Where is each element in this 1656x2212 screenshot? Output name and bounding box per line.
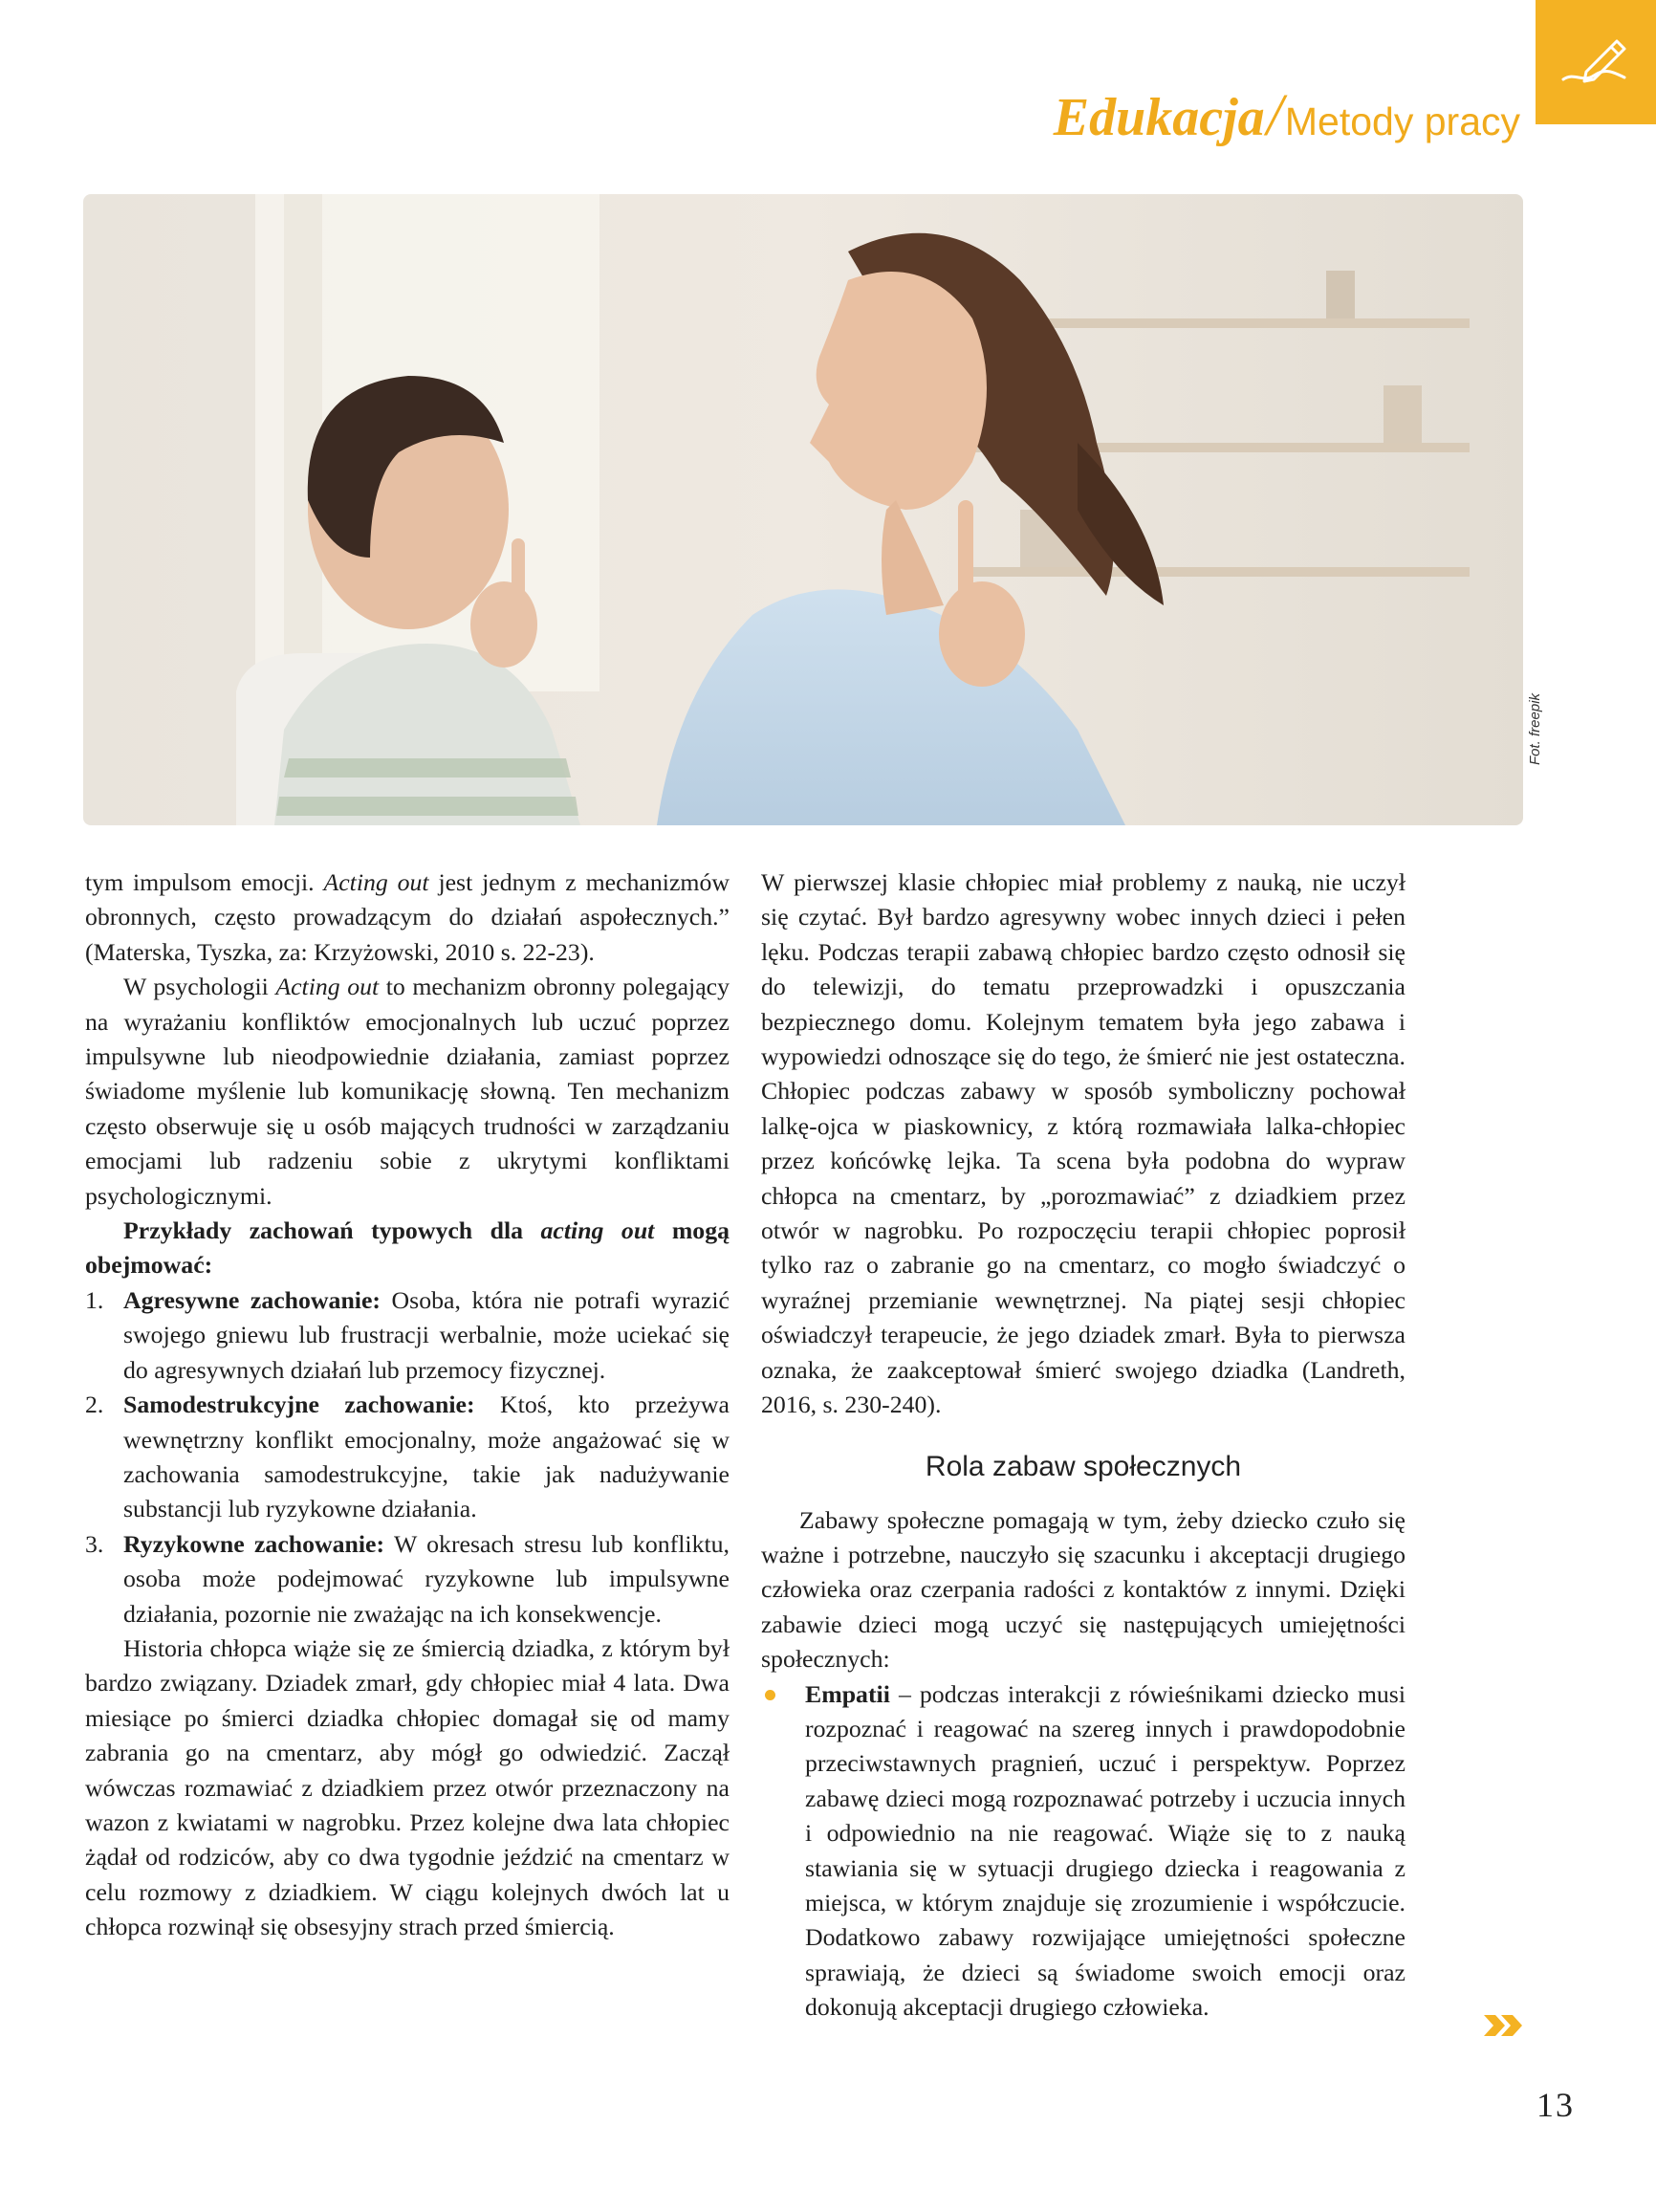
section-title: Edukacja [1053, 88, 1265, 147]
section-subheading: Rola zabaw społecznych [925, 1450, 1242, 1482]
paragraph: Zabawy społeczne pomagają w tym, żeby dziecko czuło się ważne i potrzebne, nauczyło się szacunku i akceptacji drugiego człowieka oraz czerpania radości z kontaktów z innymi. Dzięki zabawie dzieci mogą uczyć się następujących umiejętności społecznych: [761, 1505, 1405, 1674]
examples-heading: Przykłady zachowań typowych dla acting out mogą obejmować: [85, 1216, 730, 1280]
article-photo [83, 194, 1523, 825]
double-chevron-right-icon [1482, 2013, 1524, 2038]
section-tab [1536, 0, 1656, 124]
page-number: 13 [1536, 2086, 1575, 2124]
paragraph: W psychologii Acting out to mechanizm obronny polegający na wyrażaniu konfliktów emocjonalnych lub uczuć poprzez impulsywne lub nieodpowiednie działania, zamiast poprzez świadome myślenie lub komunikację słowną. Ten mechanizm często obserwuje się u osób mających trudności w zarządzaniu emocjami lub radzeniu sobie z ukrytymi konfliktami psychologicznymi. [85, 973, 730, 1210]
pencil-writing-icon [1558, 33, 1634, 91]
list-item: 3. Ryzykowne zachowanie: W okresach stresu lub konfliktu, osoba może podejmować ryzykowne lub impulsywne działania, pozornie nie zważając na ich konsekwencje. [85, 1529, 730, 1628]
list-item: 2. Samodestrukcyjne zachowanie: Ktoś, kto przeżywa wewnętrzny konflikt emocjonalny, może angażować się w zachowania samodestrukcyjne, takie jak nadużywanie substancji lub ryzykowne działania. [85, 1391, 730, 1523]
subsection-title: Metody pracy [1284, 99, 1520, 143]
photo-credit: Fot. freepik [1527, 692, 1543, 765]
list-item: 1. Agresywne zachowanie: Osoba, która nie potrafi wyrazić swojego gniewu lub frustracji werbalnie, może uciekać się do agresywnych działań lub przemocy fizycznej. [85, 1285, 730, 1384]
header-separator: / [1266, 83, 1283, 148]
paragraph: tym impulsom emocji. Acting out jest jednym z mechanizmów obronnych, często prowadzącym do działań aspołecznych.” (Materska, Tyszka, za: Krzyżowski, 2010 s. 22-23). [85, 868, 730, 966]
left-column [85, 865, 730, 1945]
paragraph: W pierwszej klasie chłopiec miał problemy z nauką, nie uczył się czytać. Był bardzo agresywny wobec innych dzieci i pełen lęku. Podczas terapii zabawą chłopiec bardzo często odnosił się do telewizji, do tematu przeprowadzki i opuszczania bezpiecznego domu. Kolejnym tematem była jego zabawa i wypowiedzi odnoszące się do tego, że śmierć nie jest ostateczna. Chłopiec podczas zabawy w sposób symboliczny pochował lalkę-ojca w piaskownicy, z którą rozmawiała lalka-chłopiec przez końcówkę lejka. Ta scena była podobna do wypraw chłopca na cmentarz, by „porozmawiać” z dziadkiem przez otwór w nagrobku. Po rozpoczęciu terapii chłopiec poprosił tylko raz o zabranie go na cmentarz, co mogło świadczyć o wyraźnej przemianie wewnętrznej. Na piątej sesji chłopiec oświadczył terapeucie, że jego dziadek zmarł. Była to pierwsza oznaka, że zaakceptował śmierć swojego dziadka (Landreth, 2016, s. 230-240). [761, 868, 1405, 1419]
page-header [1054, 82, 1520, 150]
behavior-list [85, 1283, 730, 1632]
bullet-icon [765, 1690, 775, 1700]
paragraph: Historia chłopca wiąże się ze śmiercią dziadka, z którym był bardzo związany. Dziadek zmarł, gdy chłopiec miał 4 lata. Dwa miesiące po śmierci dziadka chłopiec domagał się od mamy zabrania go na cmentarz, aby mógł go odwiedzić. Zaczął wówczas rozmawiać z dziadkiem przez otwór przeznaczony na wazon z kwiatami w nagrobku. Przez kolejne dwa lata chłopiec żądał od rodziców, aby co dwa tygodnie jeździć na cmentarz w celu rozmowy z dziadkiem. W ciągu kolejnych dwóch lat u chłopca rozwinął się obsesyjny strach przed śmiercią. [85, 1633, 730, 1941]
skills-list [761, 1677, 1405, 2026]
list-item: Empatii – podczas interakcji z rówieśnikami dziecko musi rozpoznać i reagować na szereg innych i prawdopodobnie przeciwstawnych pragnień, uczuć i perspektyw. Poprzez zabawę dzieci mogą rozpoznawać potrzeby i uczucia innych i odpowiednio na nie reagować. Wiąże się to z nauką stawiania się w sytuacji drugiego dziecka i reagowania z miejsca, w którym znajduje się zrozumienie i współczucie. Dodatkowo zabawy rozwijające umiejętności społeczne sprawiają, że dzieci są świadome swoich emocji oraz dokonują akceptacji drugiego człowieka. [761, 1677, 1405, 2026]
right-column [761, 865, 1405, 2026]
